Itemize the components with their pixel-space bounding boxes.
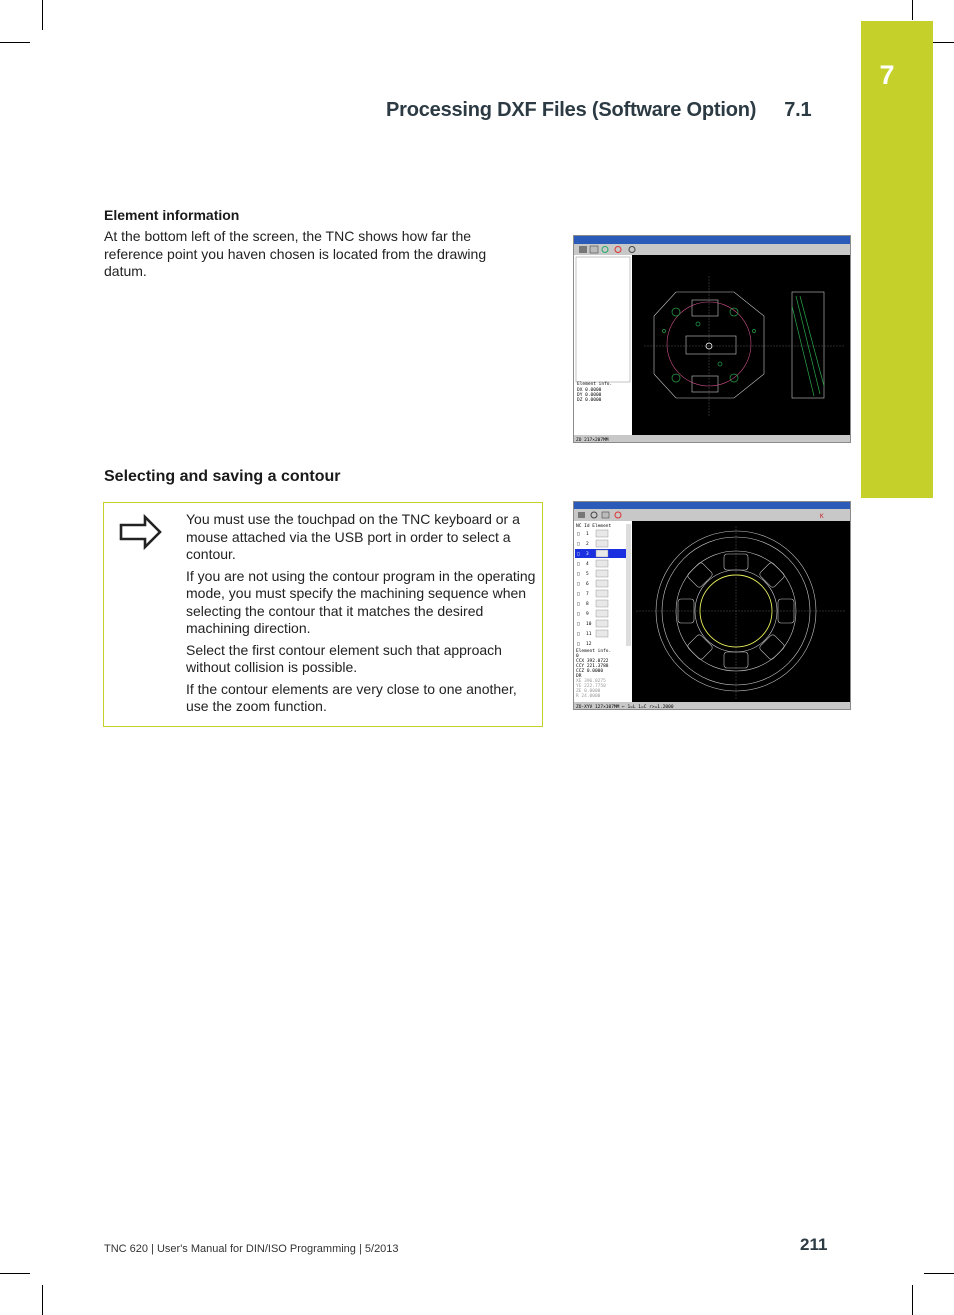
note-text [186,511,538,720]
svg-text:□: □ [577,612,580,617]
element-info-row: CCX 392.0722 [576,659,609,664]
element-list-row: 5 [586,572,589,577]
element-info-row: XE 396.0275 [576,679,606,684]
note-paragraph: You must use the touchpad on the TNC keyboard or a mouse attached via the USB port in order to select a contour. [186,511,520,562]
crop-mark [912,0,913,20]
page-number: 211 [800,1235,828,1254]
element-list-row: 1 [586,532,589,537]
element-list-row: 4 [586,562,589,567]
element-list-row: 12 [586,642,592,647]
crop-mark [0,42,30,43]
svg-text:K: K [820,513,824,520]
element-info-paragraph: At the bottom left of the screen, the TNC shows how far the reference point you haven chosen is located from the drawing datum. [104,228,487,279]
svg-text:□: □ [577,552,580,557]
element-list-row: 8 [586,602,589,607]
header-section: 7.1 [784,99,812,121]
svg-text:□: □ [577,572,580,577]
element-info-row: CCZ 0.0000 [576,669,604,674]
crop-mark [0,1273,30,1274]
crop-mark [912,1285,913,1315]
chapter-tab [861,21,933,498]
element-info-row: ZE 0.0000 [576,689,601,694]
svg-text:□: □ [577,582,580,587]
element-info-row: 0 [576,654,579,659]
svg-text:□: □ [577,532,580,537]
svg-text:□: □ [577,602,580,607]
svg-text:□: □ [577,622,580,627]
dxf-screenshot-contour-selection [573,501,851,710]
element-list-row: 3 [586,552,589,557]
header-title: Processing DXF Files (Software Option) [386,99,757,121]
running-header [386,99,811,122]
selecting-contour-heading: Selecting and saving a contour [104,468,341,485]
status-bar-text: ZO-XYV 127×107MM ← 1=L 1=C r>=1.2000 [576,705,674,709]
element-info-row: R 24.0000 [576,694,601,699]
element-info-row: CCY 221.3788 [576,664,609,669]
element-info-row: DZ 0.0000 [577,398,602,403]
svg-text:□: □ [577,542,580,547]
footer-text: TNC 620 | User's Manual for DIN/ISO Programming | 5/2013 [104,1243,399,1255]
svg-text:□: □ [577,642,580,647]
element-list-row: 9 [586,612,589,617]
element-info-row: DY 0.0000 [577,393,602,398]
element-list-row: 2 [586,542,589,547]
element-info-row: DX 0.0000 [577,388,602,393]
arrow-right-outline-icon [118,514,164,550]
element-list-row: 10 [586,622,592,627]
element-list-row: 11 [586,632,592,637]
svg-text:□: □ [577,592,580,597]
element-list-header: NC Id Element [576,524,612,529]
element-info-title: Element info. [576,649,612,654]
note-paragraph: Select the first contour element such that approach without collision is possible. [186,641,502,675]
element-info-row: DR [576,674,582,679]
crop-mark [42,0,43,30]
element-info-row: YE 222.7750 [576,684,606,689]
element-info-heading: Element information [104,207,240,223]
note-paragraph: If you are not using the contour program in the operating mode, you must specify the machining sequence when selecting the contour that it matches the desired machining direction. [186,567,536,636]
chapter-number: 7 [879,60,895,90]
note-paragraph: If the contour elements are very close to one another, use the zoom function. [186,680,517,714]
svg-text:□: □ [577,562,580,567]
crop-mark [924,1273,954,1274]
element-list-row: 6 [586,582,589,587]
element-list-row: 7 [586,592,589,597]
svg-text:□: □ [577,632,580,637]
dxf-screenshot-element-info [573,235,851,443]
crop-mark [42,1285,43,1315]
element-info-title: Element info. [577,382,613,387]
status-bar-text: ZO 217×207MM [576,438,609,442]
